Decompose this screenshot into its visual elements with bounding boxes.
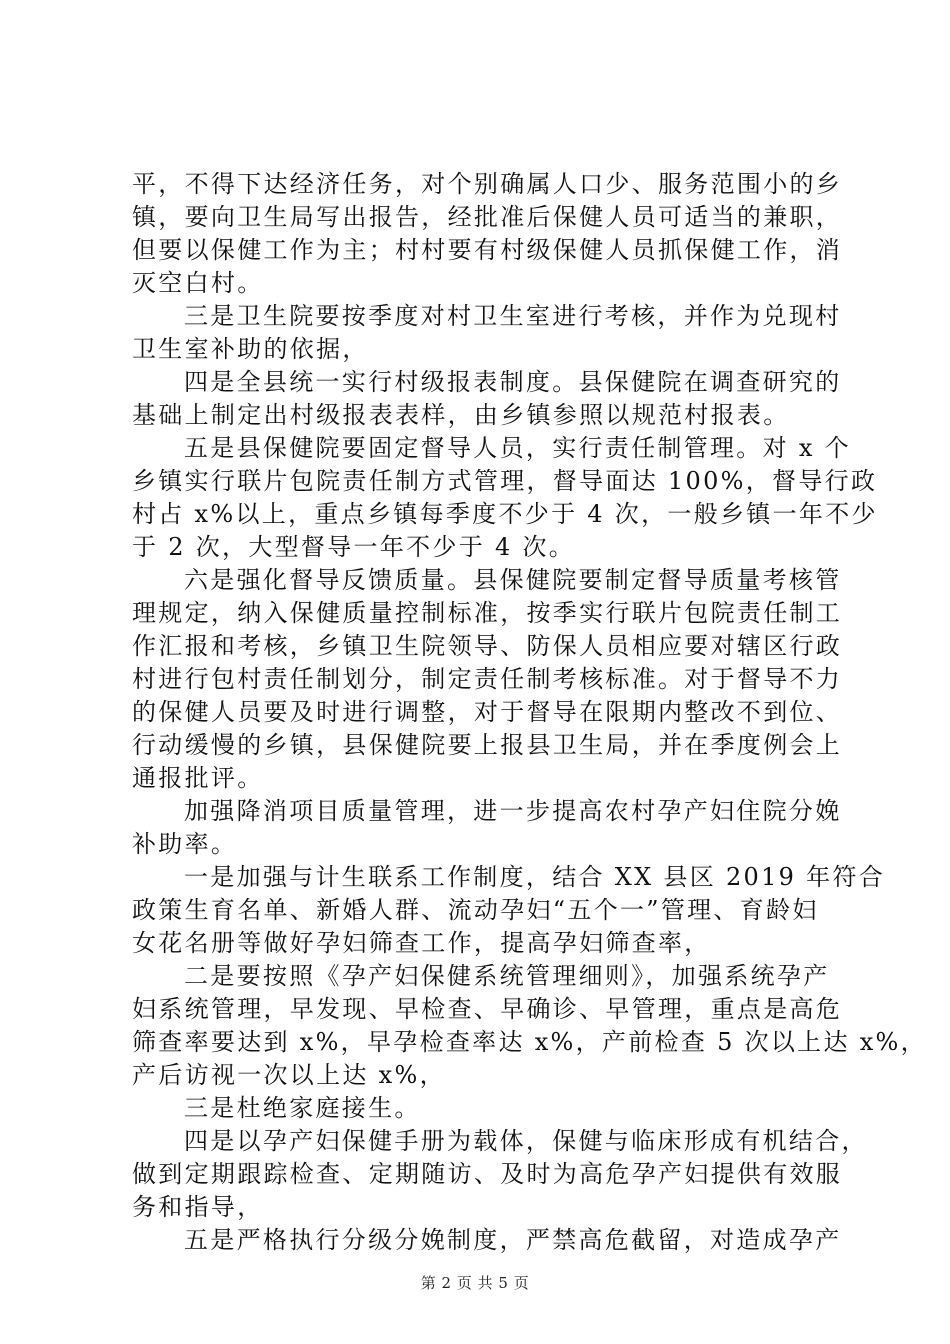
text-line: 但要以保健工作为主；村村要有村级保健人员抓保健工作，消 xyxy=(132,236,843,264)
text-line: 平，不得下达经济任务，对个别确属人口少、服务范围小的乡 xyxy=(132,170,843,198)
text-line: 村占 x%以上，重点乡镇每季度不少于 4 次，一般乡镇一年不少 xyxy=(132,500,878,528)
text-line: 作汇报和考核，乡镇卫生院领导、防保人员相应要对辖区行政 xyxy=(132,632,843,660)
text-line: 的保健人员要及时进行调整，对于督导在限期内整改不到位、 xyxy=(132,698,843,726)
page-footer: 第 2 页 共 5 页 xyxy=(420,1274,530,1292)
text-line: 理规定，纳入保健质量控制标准，按季实行联片包院责任制工 xyxy=(132,599,843,627)
text-line: 镇，要向卫生局写出报告，经批准后保健人员可适当的兼职， xyxy=(132,203,843,231)
text-line: 筛查率要达到 x%，早孕检查率达 x%，产前检查 5 次以上达 x%， xyxy=(132,1028,927,1056)
text-line: 五是县保健院要固定督导人员，实行责任制管理。对 x 个 xyxy=(184,434,851,462)
text-line: 通报批评。 xyxy=(132,764,264,792)
text-line: 乡镇实行联片包院责任制方式管理，督导面达 100%，督导行政 xyxy=(132,467,878,495)
text-line: 三是杜绝家庭接生。 xyxy=(184,1094,421,1122)
text-line: 四是全县统一实行村级报表制度。县保健院在调查研究的 xyxy=(184,368,842,396)
text-line: 六是强化督导反馈质量。县保健院要制定督导质量考核管 xyxy=(184,566,842,594)
text-line: 三是卫生院要按季度对村卫生室进行考核，并作为兑现村 xyxy=(184,302,842,330)
text-line: 女花名册等做好孕妇筛查工作，提高孕妇筛查率， xyxy=(132,929,711,957)
text-line: 做到定期跟踪检查、定期随访、及时为高危孕产妇提供有效服 xyxy=(132,1160,843,1188)
text-line: 务和指导， xyxy=(132,1193,264,1221)
text-line: 四是以孕产妇保健手册为载体，保健与临床形成有机结合， xyxy=(184,1127,868,1155)
text-line: 村进行包村责任制划分，制定责任制考核标准。对于督导不力 xyxy=(132,665,843,693)
text-line: 一是加强与计生联系工作制度，结合 XX 县区 2019 年符合 xyxy=(184,863,886,891)
text-line: 加强降消项目质量管理，进一步提高农村孕产妇住院分娩 xyxy=(184,797,842,825)
text-line: 五是严格执行分级分娩制度，严禁高危截留，对造成孕产 xyxy=(184,1226,842,1254)
text-line: 妇系统管理，早发现、早检查、早确诊、早管理，重点是高危 xyxy=(132,995,843,1023)
text-line: 补助率。 xyxy=(132,830,238,858)
text-line: 卫生室补助的依据， xyxy=(132,335,369,363)
text-line: 政策生育名单、新婚人群、流动孕妇“五个一”管理、育龄妇 xyxy=(132,896,819,924)
text-line: 产后访视一次以上达 x%， xyxy=(132,1061,446,1089)
text-line: 行动缓慢的乡镇，县保健院要上报县卫生局，并在季度例会上 xyxy=(132,731,843,759)
text-line: 二是要按照《孕产妇保健系统管理细则》，加强系统孕产 xyxy=(184,962,830,990)
text-line: 于 2 次，大型督导一年不少于 4 次。 xyxy=(132,533,576,561)
text-line: 基础上制定出村级报表表样，由乡镇参照以规范村报表。 xyxy=(132,401,790,429)
text-line: 灭空白村。 xyxy=(132,269,264,297)
body-text xyxy=(132,168,927,1257)
